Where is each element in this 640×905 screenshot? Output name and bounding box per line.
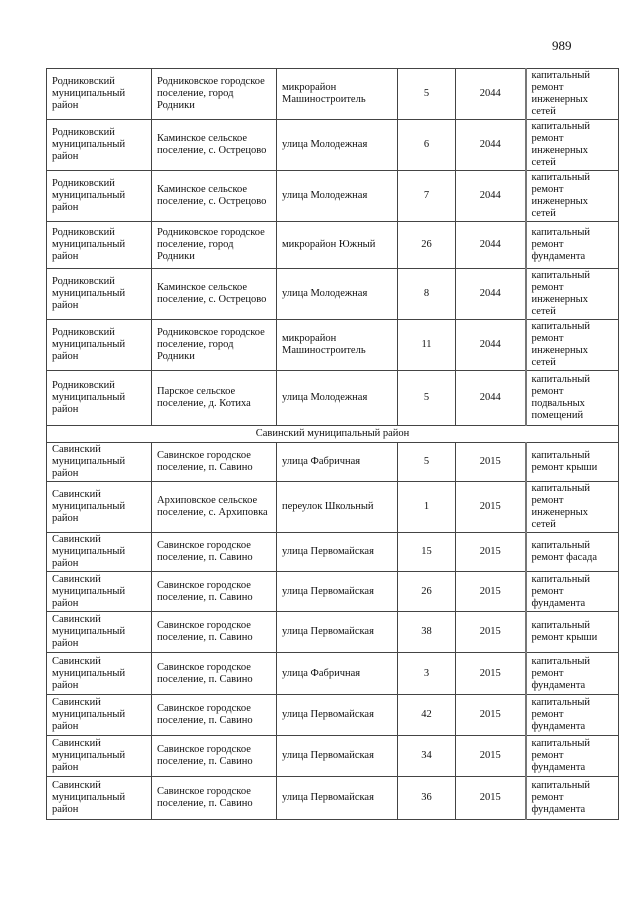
house-number-cell: 5 [398, 371, 456, 426]
house-number-cell: 42 [398, 695, 456, 736]
settlement-cell: Архиповское сельское поселение, с. Архиповка [152, 482, 277, 533]
house-number-cell: 8 [398, 269, 456, 320]
table-row [47, 320, 619, 371]
street-cell: улица Молодежная [277, 269, 398, 320]
house-number-cell: 1 [398, 482, 456, 533]
settlement-cell: Родниковское городское поселение, город Родники [152, 320, 277, 371]
house-number-cell: 3 [398, 653, 456, 695]
year-cell: 2015 [456, 443, 526, 482]
table-row [47, 695, 619, 736]
year-cell: 2015 [456, 736, 526, 777]
table-row [47, 533, 619, 572]
district-cell: Савинский муниципальный район [47, 572, 152, 612]
house-number-cell: 11 [398, 320, 456, 371]
street-cell: улица Первомайская [277, 612, 398, 653]
year-cell: 2015 [456, 695, 526, 736]
table-row [47, 482, 619, 533]
table-row [47, 653, 619, 695]
table-row [47, 269, 619, 320]
year-cell: 2044 [456, 69, 526, 120]
table-row [47, 371, 619, 426]
house-number-cell: 26 [398, 572, 456, 612]
work-type-cell: капитальный ремонт фундамента [526, 653, 619, 695]
district-cell: Родниковский муниципальный район [47, 320, 152, 371]
year-cell: 2015 [456, 572, 526, 612]
table-row [47, 69, 619, 120]
street-cell: улица Первомайская [277, 572, 398, 612]
district-cell: Савинский муниципальный район [47, 736, 152, 777]
year-cell: 2015 [456, 533, 526, 572]
street-cell: микрорайон Машиностроитель [277, 69, 398, 120]
year-cell: 2044 [456, 371, 526, 426]
house-number-cell: 36 [398, 777, 456, 820]
table-row [47, 612, 619, 653]
settlement-cell: Савинское городское поселение, п. Савино [152, 695, 277, 736]
street-cell: улица Молодежная [277, 171, 398, 222]
street-cell: микрорайон Машиностроитель [277, 320, 398, 371]
table-row [47, 222, 619, 269]
settlement-cell: Савинское городское поселение, п. Савино [152, 653, 277, 695]
table-row [47, 777, 619, 820]
district-cell: Родниковский муниципальный район [47, 171, 152, 222]
street-cell: переулок Школьный [277, 482, 398, 533]
street-cell: микрорайон Южный [277, 222, 398, 269]
page-number: 989 [552, 38, 572, 53]
work-type-cell: капитальный ремонт фундамента [526, 736, 619, 777]
district-cell: Савинский муниципальный район [47, 482, 152, 533]
district-cell: Савинский муниципальный район [47, 443, 152, 482]
year-cell: 2015 [456, 653, 526, 695]
year-cell: 2015 [456, 482, 526, 533]
year-cell: 2044 [456, 171, 526, 222]
settlement-cell: Парское сельское поселение, д. Котиха [152, 371, 277, 426]
work-type-cell: капитальный ремонт фундамента [526, 777, 619, 820]
settlement-cell: Савинское городское поселение, п. Савино [152, 736, 277, 777]
work-type-cell: капитальный ремонт инженерных сетей [526, 171, 619, 222]
house-number-cell: 34 [398, 736, 456, 777]
district-cell: Родниковский муниципальный район [47, 371, 152, 426]
district-cell: Родниковский муниципальный район [47, 222, 152, 269]
settlement-cell: Каминское сельское поселение, с. Острецово [152, 269, 277, 320]
settlement-cell: Родниковское городское поселение, город Родники [152, 222, 277, 269]
settlement-cell: Каминское сельское поселение, с. Острецово [152, 171, 277, 222]
street-cell: улица Первомайская [277, 695, 398, 736]
house-number-cell: 5 [398, 69, 456, 120]
street-cell: улица Фабричная [277, 653, 398, 695]
street-cell: улица Первомайская [277, 533, 398, 572]
work-type-cell: капитальный ремонт фундамента [526, 695, 619, 736]
work-type-cell: капитальный ремонт инженерных сетей [526, 120, 619, 171]
settlement-cell: Каминское сельское поселение, с. Острецово [152, 120, 277, 171]
work-type-cell: капитальный ремонт подвальных помещений [526, 371, 619, 426]
table-row [47, 443, 619, 482]
house-number-cell: 15 [398, 533, 456, 572]
street-cell: улица Первомайская [277, 736, 398, 777]
street-cell: улица Фабричная [277, 443, 398, 482]
year-cell: 2044 [456, 269, 526, 320]
house-number-cell: 26 [398, 222, 456, 269]
settlement-cell: Савинское городское поселение, п. Савино [152, 572, 277, 612]
district-cell: Савинский муниципальный район [47, 612, 152, 653]
work-type-cell: капитальный ремонт инженерных сетей [526, 269, 619, 320]
year-cell: 2015 [456, 612, 526, 653]
table-row [47, 572, 619, 612]
settlement-cell: Савинское городское поселение, п. Савино [152, 533, 277, 572]
work-type-cell: капитальный ремонт крыши [526, 443, 619, 482]
year-cell: 2044 [456, 120, 526, 171]
work-type-cell: капитальный ремонт фасада [526, 533, 619, 572]
street-cell: улица Молодежная [277, 371, 398, 426]
house-number-cell: 6 [398, 120, 456, 171]
housing-repair-table [46, 68, 619, 820]
table-row [47, 736, 619, 777]
table-row [47, 171, 619, 222]
house-number-cell: 7 [398, 171, 456, 222]
settlement-cell: Савинское городское поселение, п. Савино [152, 612, 277, 653]
settlement-cell: Родниковское городское поселение, город Родники [152, 69, 277, 120]
district-cell: Родниковский муниципальный район [47, 69, 152, 120]
settlement-cell: Савинское городское поселение, п. Савино [152, 443, 277, 482]
district-cell: Савинский муниципальный район [47, 533, 152, 572]
district-cell: Савинский муниципальный район [47, 777, 152, 820]
street-cell: улица Молодежная [277, 120, 398, 171]
work-type-cell: капитальный ремонт фундамента [526, 572, 619, 612]
district-cell: Родниковский муниципальный район [47, 120, 152, 171]
work-type-cell: капитальный ремонт фундамента [526, 222, 619, 269]
work-type-cell: капитальный ремонт инженерных сетей [526, 69, 619, 120]
settlement-cell: Савинское городское поселение, п. Савино [152, 777, 277, 820]
section-title: Савинский муниципальный район [47, 426, 619, 443]
year-cell: 2015 [456, 777, 526, 820]
table-row [47, 120, 619, 171]
street-cell: улица Первомайская [277, 777, 398, 820]
district-cell: Савинский муниципальный район [47, 695, 152, 736]
house-number-cell: 5 [398, 443, 456, 482]
work-type-cell: капитальный ремонт инженерных сетей [526, 320, 619, 371]
district-cell: Родниковский муниципальный район [47, 269, 152, 320]
work-type-cell: капитальный ремонт крыши [526, 612, 619, 653]
year-cell: 2044 [456, 320, 526, 371]
district-cell: Савинский муниципальный район [47, 653, 152, 695]
year-cell: 2044 [456, 222, 526, 269]
work-type-cell: капитальный ремонт инженерных сетей [526, 482, 619, 533]
house-number-cell: 38 [398, 612, 456, 653]
section-header-row [47, 426, 619, 443]
